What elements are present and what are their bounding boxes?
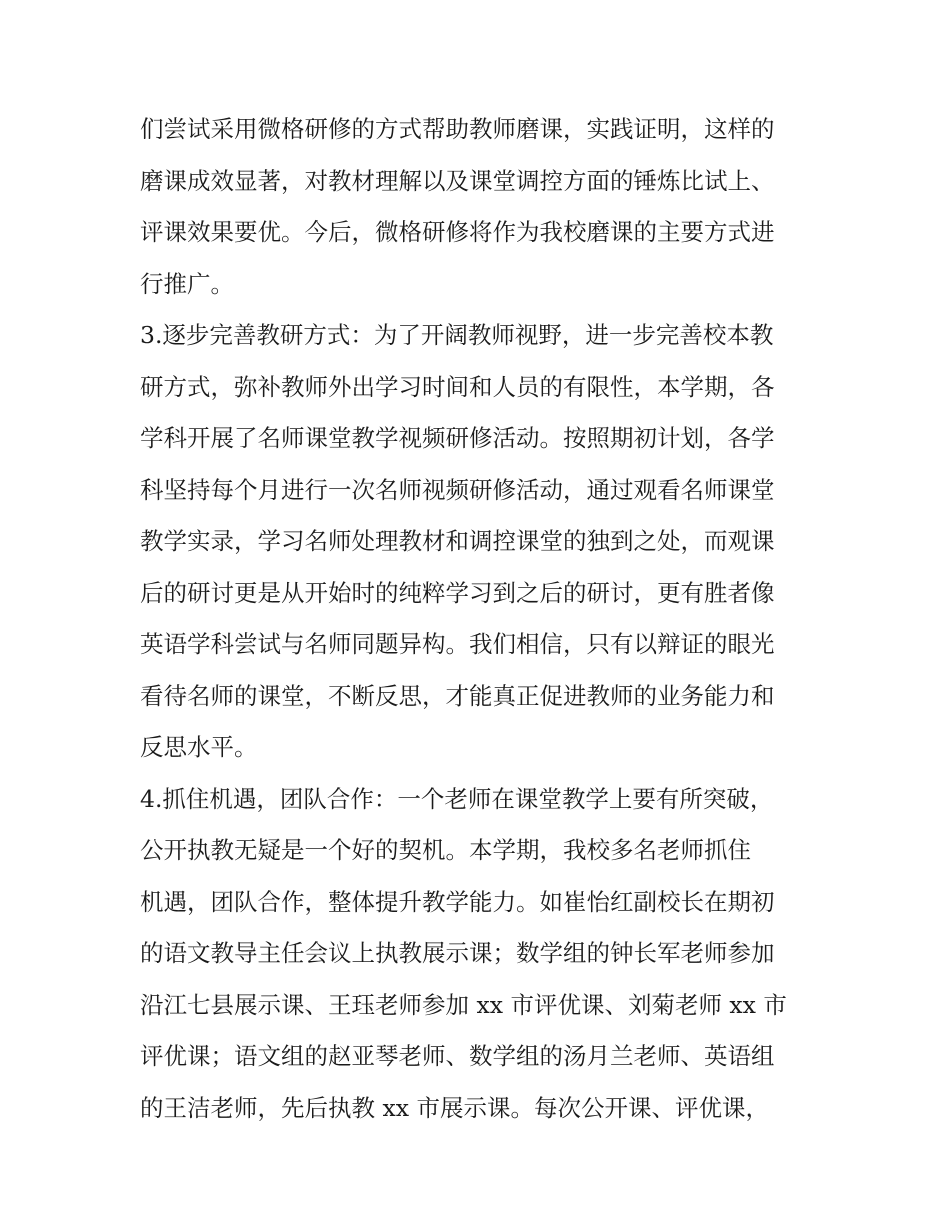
text-line: 反思水平。 — [140, 733, 258, 761]
text-line: 英语学科尝试与名师同题异构。我们相信，只有以辩证的眼光 — [140, 630, 775, 658]
text-line: 公开执教无疑是一个好的契机。本学期，我校多名老师抓住 — [140, 836, 751, 864]
text-line: 机遇，团队合作，整体提升教学能力。如崔怡红副校长在期初 — [140, 887, 775, 916]
text-line: 后的研讨更是从开始时的纯粹学习到之后的研讨，更有胜者像 — [140, 578, 775, 607]
text-line: 3.逐步完善教研方式：为了开阔教师视野，进一步完善校本教 — [140, 321, 774, 349]
text-line: 磨课成效显著，对教材理解以及课堂调控方面的锤炼比试上、 — [140, 166, 775, 195]
text-line: 教学实录，学习名师处理教材和调控课堂的独到之处，而观课 — [140, 527, 775, 555]
text-line: 沿江七县展示课、王珏老师参加 xx 市评优课、刘菊老师 xx 市 — [140, 990, 787, 1019]
text-line: 科坚持每个月进行一次名师视频研修活动，通过观看名师课堂 — [140, 475, 775, 504]
text-line: 看待名师的课堂，不断反思，才能真正促进教师的业务能力和 — [140, 681, 775, 710]
text-line: 的语文教导主任会议上执教展示课；数学组的钟长军老师参加 — [140, 939, 775, 967]
text-line: 研方式，弥补教师外出学习时间和人员的有限性，本学期，各 — [140, 372, 775, 401]
text-line: 评优课；语文组的赵亚琴老师、数学组的汤月兰老师、英语组 — [140, 1042, 775, 1070]
text-line: 学科开展了名师课堂教学视频研修活动。按照期初计划，各学 — [140, 424, 775, 452]
text-line: 4.抓住机遇，团队合作：一个老师在课堂教学上要有所突破， — [140, 784, 774, 813]
text-line: 们尝试采用微格研修的方式帮助教师磨课，实践证明，这样的 — [140, 115, 775, 143]
text-line: 行推广。 — [140, 269, 234, 298]
text-line: 评课效果要优。今后，微格研修将作为我校磨课的主要方式进 — [140, 218, 775, 246]
text-line: 的王洁老师，先后执教 xx 市展示课。每次公开课、评优课， — [140, 1093, 769, 1122]
document-body — [140, 104, 820, 1134]
